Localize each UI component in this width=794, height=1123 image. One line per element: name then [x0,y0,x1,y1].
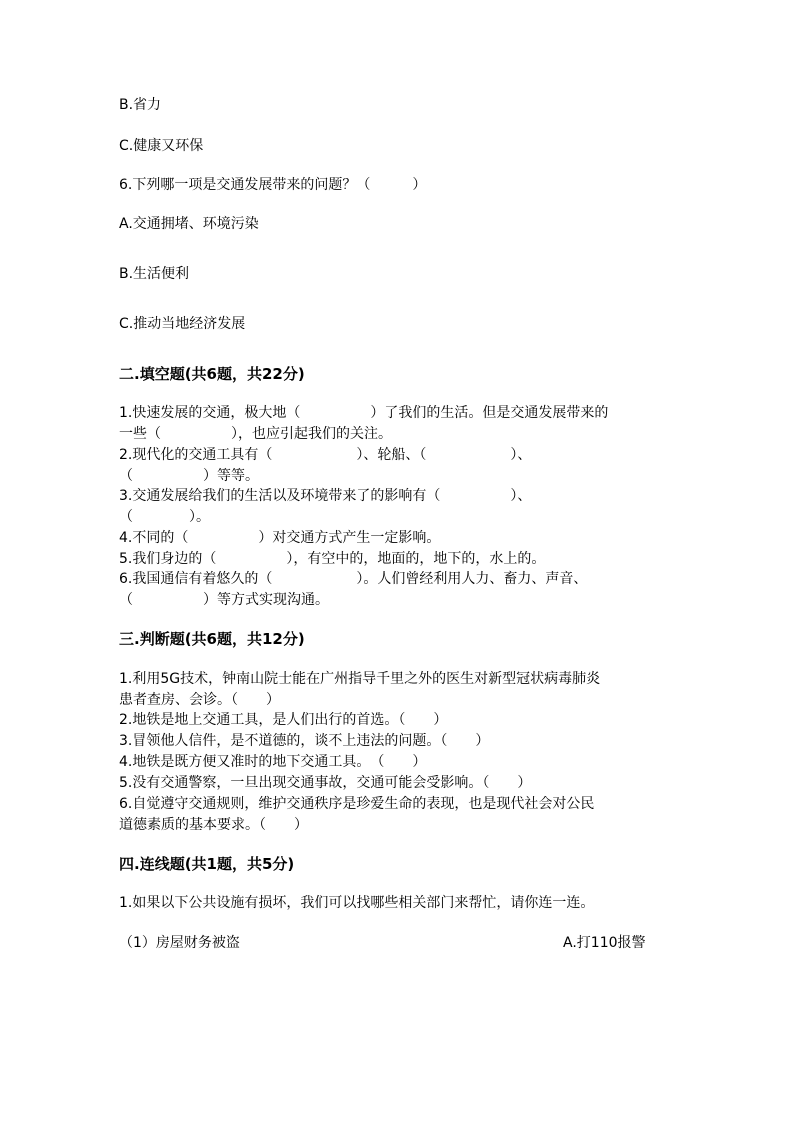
fill-line-3: 2.现代化的交通工具有（ ）、轮船、（ ）、 [119,447,532,463]
match-left-item: （1）房屋财务被盗 [119,935,240,951]
judge-line-6: 5.没有交通警察，一旦出现交通事故，交通可能会受影响。（ ） [119,775,532,791]
judge-line-2: 患者查房、会诊。（ ） [119,692,280,708]
judge-line-7: 6.自觉遵守交通规则，维护交通秩序是珍爱生命的表现，也是现代社会对公民 [119,796,595,812]
fill-line-5: 3.交通发展给我们的生活以及环境带来了的影响有（ ）、 [119,488,532,504]
judge-line-5: 4.地铁是既方便又准时的地下交通工具。 （ ） [119,754,427,770]
section-2-title: 二.填空题(共6题，共22分) [119,365,305,383]
option-b-prev: B.省力 [119,97,162,113]
fill-line-2: 一些（ ），也应引起我们的关注。 [119,426,392,442]
fill-line-10: （ ）等方式实现沟通。 [119,592,329,608]
question-6: 6.下列哪一项是交通发展带来的问题？（ ） [119,177,427,193]
fill-line-6: （ ）。 [119,509,210,525]
fill-line-7: 4.不同的（ ）对交通方式产生一定影响。 [119,530,441,546]
match-right-item: A.打110报警 [563,935,646,951]
section-4-title: 四.连线题(共1题，共5分) [119,855,295,873]
fill-line-4: （ ）等等。 [119,468,259,484]
judge-line-8: 道德素质的基本要求。（ ） [119,817,308,833]
question-6-option-b: B.生活便利 [119,266,190,282]
question-6-option-c: C.推动当地经济发展 [119,316,246,332]
judge-line-4: 3.冒领他人信件，是不道德的，谈不上违法的问题。（ ） [119,733,490,749]
judge-line-1: 1.利用5G技术，钟南山院士能在广州指导千里之外的医生对新型冠状病毒肺炎 [119,671,601,687]
fill-line-8: 5.我们身边的（ ），有空中的，地面的，地下的，水上的。 [119,551,546,567]
section-3-title: 三.判断题(共6题，共12分) [119,630,305,648]
match-question: 1.如果以下公共设施有损坏，我们可以找哪些相关部门来帮忙，请你连一连。 [119,895,595,911]
judge-line-3: 2.地铁是地上交通工具，是人们出行的首选。（ ） [119,712,448,728]
fill-line-9: 6.我国通信有着悠久的（ ）。人们曾经利用人力、畜力、声音、 [119,571,588,587]
question-6-option-a: A.交通拥堵、环境污染 [119,216,259,232]
option-c-prev: C.健康又环保 [119,138,204,154]
fill-line-1: 1.快速发展的交通，极大地（ ）了我们的生活。但是交通发展带来的 [119,405,609,421]
